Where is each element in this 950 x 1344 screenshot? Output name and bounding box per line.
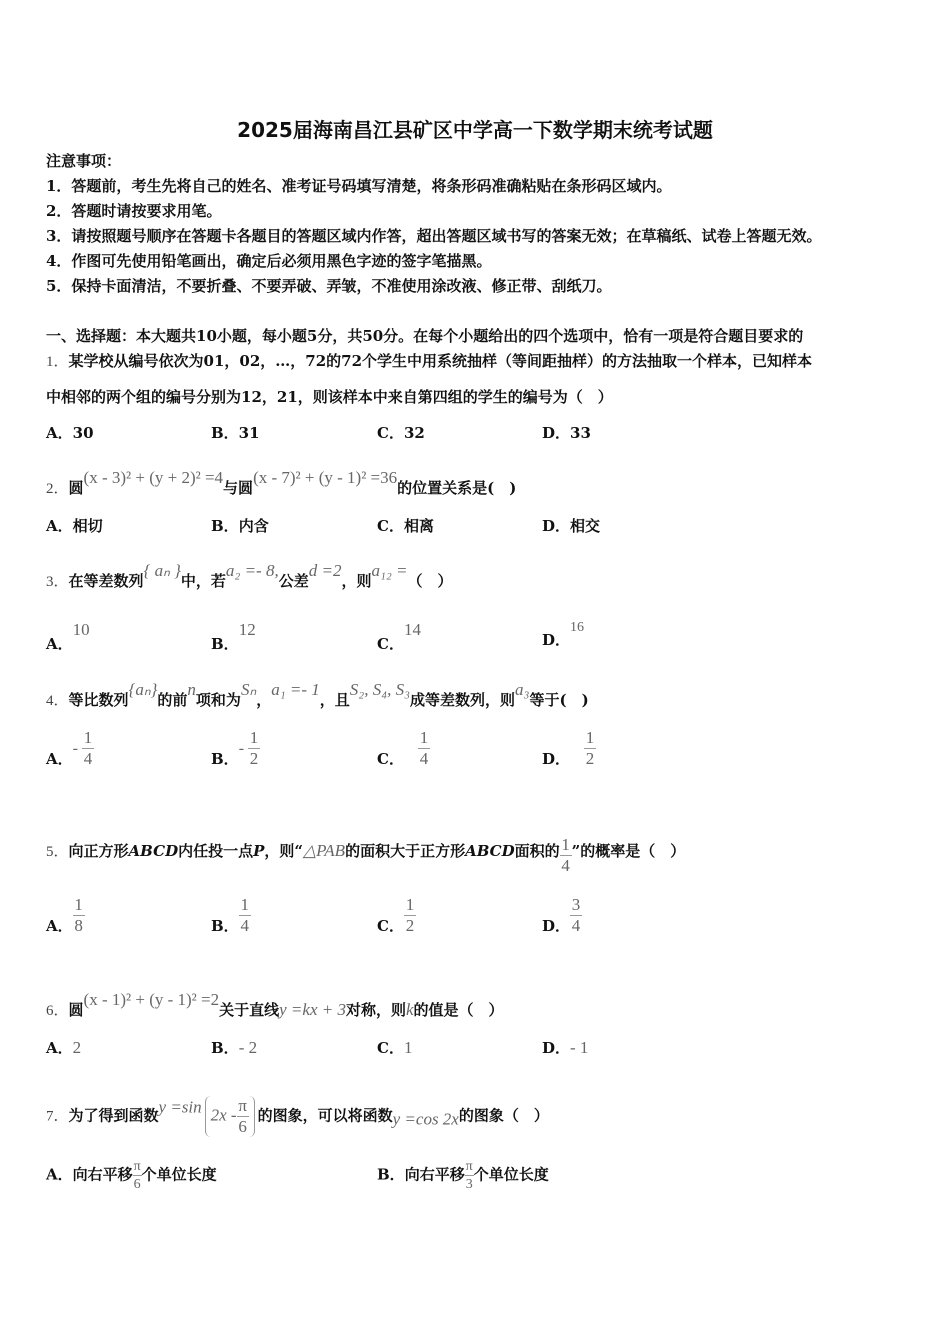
question-text: 与圆 [223,479,254,497]
option-text: 内含 [238,517,269,535]
option-b[interactable]: B．31 [211,424,260,442]
question-2 [46,468,516,499]
numerator: 1 [405,895,415,914]
denominator: 8 [74,916,83,935]
question-text: ，且 [319,691,350,709]
option-text: 相离 [403,517,434,535]
math-expression: a₁₂ = [371,561,408,580]
question-text: 向正方形 [68,842,129,860]
question-5 [46,835,685,876]
fraction [570,895,582,936]
question-text: 公差 [278,572,309,590]
option-c[interactable]: C．32 [377,424,425,442]
option-a[interactable]: A．30 [46,424,94,442]
page-title: 2025届海南昌江县矿区中学高一下数学期末统考试题 [237,118,713,142]
option-label: B． [211,750,239,768]
numerator: 1 [249,728,259,747]
question-1-cont: 中相邻的两个组的编号分别为12，21，则该样本中来自第四组的学生的编号为（ ） [46,388,613,406]
question-text: 为了得到函数 [68,1106,159,1125]
question-text: 对称，则 [345,1001,406,1019]
option-c[interactable] [377,1037,412,1058]
option-label: C． [377,635,404,653]
fraction [73,895,85,936]
option-label: A． [46,635,73,653]
option-b[interactable] [377,1158,549,1193]
numerator: 1 [585,728,595,747]
option-text: 相切 [72,517,103,535]
numerator: 1 [419,728,429,747]
option-label: D． [542,750,571,768]
notice-item: 3．请按照题号顺序在答题卡各题目的答题区域内作答，超出答题区域书写的答案无效；在草稿纸、试卷上答题无效。 [46,227,822,245]
question-text: ”的概率是（ ） [571,842,686,860]
question-text: 圆 [68,1001,84,1019]
denominator: 2 [249,749,259,768]
math-expression: n [187,680,196,699]
question-number: 2． [46,481,69,497]
denominator: 6 [238,1117,247,1136]
question-3 [46,561,453,592]
notice-item: 1．答题前，考生先将自己的姓名、准考证号码填写清楚，将条形码准确粘贴在条形码区域内。 [46,177,672,195]
question-text: 等于( ) [529,691,589,709]
question-text: P [253,842,265,860]
question-number: 1． [46,354,69,370]
fraction [239,895,251,936]
option-label: B． [211,917,239,935]
option-a[interactable] [46,1037,81,1058]
question-text: （ ） [407,572,453,590]
math-expression: △PAB [303,841,346,860]
notice-item: 4．作图可先使用铅笔画出，确定后必须用黑色字迹的签字笔描黑。 [46,252,492,270]
math-expression: {aₙ} [128,680,158,699]
option-text: 相交 [570,517,601,535]
question-text: 成等差数列，则 [410,691,516,709]
denominator: 4 [419,749,429,768]
question-text: 圆 [68,479,84,497]
option-b[interactable] [211,515,269,536]
fraction [404,895,416,936]
question-1 [46,351,812,372]
numerator: π [465,1159,473,1174]
question-text: ，则“ [264,842,304,860]
option-label: D． [542,517,571,535]
denominator: 6 [133,1177,141,1192]
numerator: 1 [74,895,83,914]
option-label: A． [46,750,73,768]
question-text: 中，若 [180,572,226,590]
question-7 [46,1096,549,1137]
fraction [465,1158,474,1193]
question-text: 等比数列 [68,691,129,709]
numerator: π [238,1096,247,1115]
option-label: A． [46,917,73,935]
notice-heading: 注意事项： [46,152,122,170]
math-expression: a₃ [515,680,530,699]
math-expression: a₁ =- 1 [271,680,320,699]
math-expression: Sₙ [240,680,257,699]
math-expression: S₂, S₄, S₃ [349,680,411,699]
option-value: 16 [570,620,585,635]
question-text: 的图象，可以将函数 [257,1106,393,1125]
question-text: 关于直线 [219,1001,280,1019]
option-label: C． [377,750,404,768]
math-expression: (x - 7)² + (y - 1)² =36 [253,468,398,487]
question-text: 的图象（ ） [458,1106,549,1125]
question-number: 4． [46,693,69,709]
math-expression: (x - 3)² + (y + 2)² =4 [83,468,224,487]
numerator: 3 [571,895,581,914]
option-b[interactable] [211,728,260,769]
option-value: 14 [403,620,421,639]
option-value: 1 [403,1038,413,1057]
option-value: - 1 [570,1038,589,1057]
fraction [82,728,94,769]
option-a[interactable] [46,515,103,536]
question-text: ，则 [341,572,372,590]
option-label: C． [377,1039,404,1057]
fraction [133,1158,142,1193]
numerator: 1 [83,728,93,747]
question-6 [46,990,504,1021]
math-expression: d =2 [308,561,342,580]
math-expression: a₂ =- 8, [225,561,279,580]
math-expression: k [406,1000,414,1019]
option-value: 10 [72,620,90,639]
sign: - [238,739,245,757]
denominator: 4 [571,916,581,935]
fraction [237,1096,249,1137]
option-a[interactable] [46,895,85,936]
option-value: - 2 [238,1038,258,1057]
fraction [560,835,572,876]
option-a[interactable] [46,1158,217,1193]
denominator: 3 [465,1177,473,1192]
option-d[interactable] [542,620,584,650]
numerator: 1 [561,835,570,854]
question-number: 3． [46,574,69,590]
notice-item: 5．保持卡面清洁，不要折叠、不要弄破、弄皱，不准使用涂改液、修正带、刮纸刀。 [46,277,612,295]
option-c[interactable] [377,728,430,769]
question-number: 5． [46,844,69,860]
option-d[interactable] [542,515,600,536]
option-d[interactable] [542,895,582,936]
option-d[interactable] [542,1037,588,1058]
question-text: ， [256,691,272,709]
option-b[interactable] [211,895,251,936]
notice-item: 2．答题时请按要求用笔。 [46,202,222,220]
fraction [248,728,260,769]
math-expression: y =sin [158,1097,202,1117]
numerator: 1 [240,895,249,914]
option-text: 向右平移 [72,1165,133,1184]
option-label: B． [211,1039,239,1057]
math-expression: { aₙ } [143,561,181,580]
option-text: 向右平移 [404,1165,465,1184]
option-label: C． [377,517,404,535]
question-text: 的位置关系是( ) [397,479,517,497]
question-text: 的面积大于正方形 [345,842,466,860]
option-c[interactable] [377,895,416,936]
denominator: 4 [240,916,249,935]
question-text: 的前 [157,691,188,709]
question-number: 6． [46,1003,69,1019]
denominator: 2 [585,749,595,768]
option-label: D． [542,917,571,935]
denominator: 2 [405,916,415,935]
option-a[interactable] [46,620,90,654]
question-text: 内任投一点 [178,842,254,860]
fraction [584,728,596,769]
math-expression: 2x - [210,1105,237,1125]
option-label: B． [377,1165,405,1184]
option-label: B． [211,635,239,653]
option-b[interactable] [211,1037,257,1058]
sign: - [72,739,78,757]
option-label: B． [211,517,239,535]
option-c[interactable] [377,515,434,536]
option-value: 2 [72,1038,82,1057]
option-a[interactable] [46,728,94,769]
denominator: 4 [561,856,570,875]
option-d[interactable]: D．33 [542,424,591,442]
option-c[interactable] [377,620,421,654]
question-text: 项和为 [195,691,241,709]
math-expression: (x - 1)² + (y - 1)² =2 [83,990,220,1009]
option-text: 个单位长度 [473,1165,549,1184]
option-label: C． [377,917,404,935]
option-text: 个单位长度 [141,1165,217,1184]
fraction [418,728,430,769]
question-text: ABCD [465,842,515,860]
option-value: 12 [238,620,256,639]
question-text: 面积的 [514,842,560,860]
option-d[interactable] [542,728,596,769]
option-label: D． [542,631,571,649]
question-number: 7． [46,1108,69,1125]
option-label: A． [46,517,73,535]
math-expression: y =cos 2x [392,1109,459,1129]
question-text: 在等差数列 [68,572,144,590]
section-heading: 一、选择题：本大题共10小题，每小题5分，共50分。在每个小题给出的四个选项中，恰有一项是符合题目要求的 [46,327,804,345]
question-text: 的值是（ ） [413,1001,504,1019]
option-label: D． [542,1039,571,1057]
math-expression: y =kx + 3 [279,1000,346,1019]
question-4 [46,680,589,711]
option-label: A． [46,1039,73,1057]
option-label: A． [46,1165,73,1184]
question-text: ABCD [128,842,179,860]
question-text: 某学校从编号依次为01，02，…，72的72个学生中用系统抽样（等间距抽样）的方法抽取一个样本，已知样本 [68,352,813,370]
option-b[interactable] [211,620,256,654]
denominator: 4 [83,749,93,768]
numerator: π [133,1159,141,1174]
